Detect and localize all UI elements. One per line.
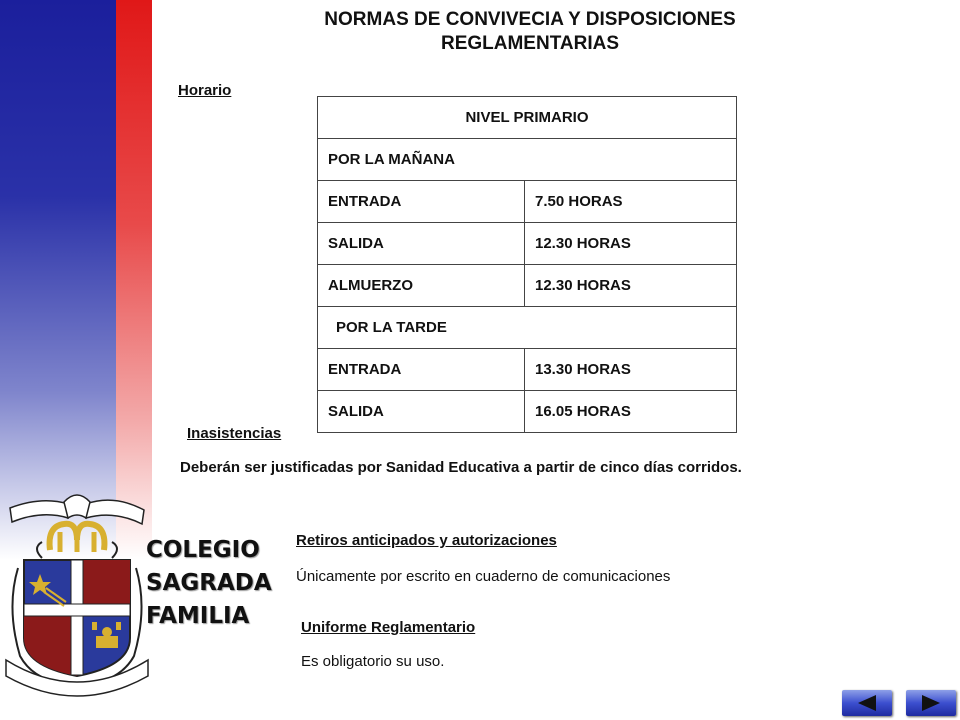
school-name [146,534,272,633]
school-name-line-1: COLEGIO [146,537,260,563]
next-button[interactable] [906,690,956,716]
arrow-left-icon [842,690,892,716]
uniforme-text: Es obligatorio su uso. [301,653,445,670]
retiros-heading[interactable]: Retiros anticipados y autorizaciones [296,532,557,549]
table-row [318,139,737,181]
row-time-cell: 12.30 HORAS [525,223,737,265]
schedule-table [317,96,737,433]
table-row [318,223,737,265]
school-name-line-3: FAMILIA [146,603,250,629]
title-line-1: NORMAS DE CONVIVECIA Y DISPOSICIONES [324,9,736,30]
title-line-2: REGLAMENTARIAS [440,33,620,54]
afternoon-label-cell: POR LA TARDE [318,307,737,349]
page-title [220,8,840,56]
table-row [318,181,737,223]
table-row [318,349,737,391]
table-row [318,391,737,433]
left-red-band [116,0,152,560]
row-name-cell: SALIDA [318,391,525,433]
table-row [318,307,737,349]
previous-button[interactable] [842,690,892,716]
row-name-cell: ENTRADA [318,181,525,223]
row-name-cell: ALMUERZO [318,265,525,307]
school-name-line-2: SAGRADA [146,570,272,596]
row-name-cell: ENTRADA [318,349,525,391]
table-row [318,97,737,139]
inasistencias-heading[interactable]: Inasistencias [187,425,282,442]
row-time-cell: 7.50 HORAS [525,181,737,223]
uniforme-heading[interactable]: Uniforme Reglamentario [301,619,476,636]
row-time-cell: 13.30 HORAS [525,349,737,391]
school-crest-logo [2,488,152,713]
table-row [318,265,737,307]
row-time-cell: 12.30 HORAS [525,265,737,307]
morning-label-cell: POR LA MAÑANA [318,139,737,181]
horario-heading[interactable]: Horario [178,82,232,99]
left-blue-band [0,0,116,560]
row-name-cell: SALIDA [318,223,525,265]
table-header-cell: NIVEL PRIMARIO [318,97,737,139]
retiros-text: Únicamente por escrito en cuaderno de comunicaciones [296,568,671,585]
inasistencias-text: Deberán ser justificadas por Sanidad Educativa a partir de cinco días corridos. [180,459,742,476]
row-time-cell: 16.05 HORAS [525,391,737,433]
arrow-right-icon [906,690,956,716]
